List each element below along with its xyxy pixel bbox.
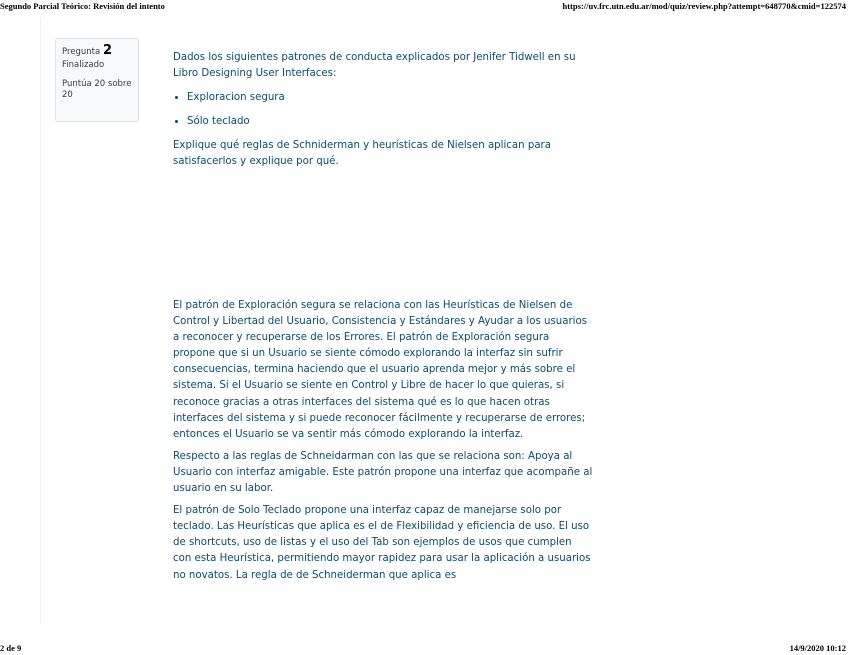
answer-paragraph: El patrón de Exploración segura se relaciona con las Heurísticas de Nielsen de Control y Libertad del Usuario, Consistencia y Estándares y Ayudar a los usuarios a reconocer y recuperarse de los Errores. El patrón de Exploración segura propone que si un Usuario se siente cómodo explorando la interfaz sin sufrir consecuencias, termina haciendo que el usuario aprenda mejor y más sobre el sistema. Si el Usuario se siente en Control y Libre de hacer lo que quieras, si reconoce gracias a otras interfaces del sistema qué es lo que hacen otras interfaces del sistema y si puede reconocer fácilmente y recuperarse de errores; entonces el Usuario se va sentir más cómodo explorando la interfaz.	[173, 300, 588, 440]
question-grade: Puntúa 20 sobre 20	[62, 79, 132, 100]
question-info-box	[55, 38, 139, 122]
print-header	[0, 0, 848, 12]
question-prompt: Explique qué reglas de Schniderman y heurísticas de Nielsen aplican para satisfacerlos y explique por qué.	[173, 140, 551, 167]
list-item: • Sólo teclado	[187, 114, 593, 130]
answer-paragraph: El patrón de Solo Teclado propone una interfaz capaz de manejarse solo por teclado. Las Heurísticas que aplica es el de Flexibilidad y eficiencia de uso. El uso de shortcuts, uso de listas y el uso del Tab son ejemplos de usos que cumplen con esta Heurística, permitiendo mayor rapidez para usar la aplicación a usuarios no novatos. La regla de de Schneiderman que aplica es	[173, 505, 591, 581]
print-footer	[0, 643, 848, 655]
answer-paragraph: Respecto a las reglas de Schneidarman con las que se relaciona son: Apoya al Usuario con interfaz amigable. Este patrón propone una interfaz que acompañe al usuario en su labor.	[173, 450, 593, 495]
print-page-url: https://uv.frc.utn.edu.ar/mod/quiz/review.php?attempt=648770&cmid=122574	[562, 1, 846, 11]
question-state: Finalizado	[62, 60, 105, 70]
answer-text	[173, 298, 593, 590]
question-number	[62, 45, 132, 58]
print-page-title: Segundo Parcial Teórico: Revisión del intento	[0, 1, 165, 11]
question-intro: Dados los siguientes patrones de conducta explicados por Jenifer Tidwell en su Libro Designing User Interfaces:	[173, 52, 576, 79]
question-number-value: 2	[102, 43, 112, 58]
list-item: • Exploracion segura	[187, 90, 593, 106]
pattern-list	[173, 90, 593, 130]
question-text	[173, 50, 593, 178]
print-page-count: 2 de 9	[0, 643, 22, 653]
print-datetime: 14/9/2020 10:12	[789, 643, 846, 653]
question-label: Pregunta	[62, 47, 101, 57]
